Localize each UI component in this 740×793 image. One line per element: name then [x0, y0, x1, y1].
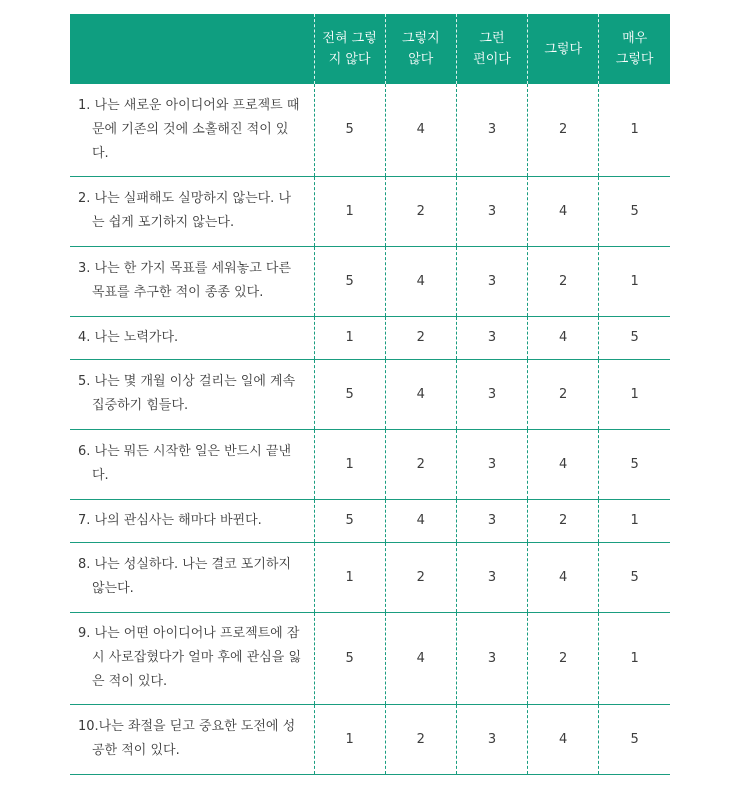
header-option-agree: 그렇다 [528, 14, 599, 84]
score-cell: 2 [385, 316, 456, 359]
question-text: 6. 나는 뭐든 시작한 일은 반드시 끝낸다. [70, 429, 314, 499]
score-cell: 4 [528, 429, 599, 499]
score-cell: 2 [385, 429, 456, 499]
header-option-strongly-agree: 매우 그렇다 [599, 14, 670, 84]
table-row [70, 612, 670, 704]
score-cell: 4 [385, 359, 456, 429]
question-text: 5. 나는 몇 개월 이상 걸리는 일에 계속 집중하기 힘들다. [70, 359, 314, 429]
table-row [70, 84, 670, 176]
score-cell: 4 [528, 176, 599, 246]
table-row [70, 359, 670, 429]
score-cell: 5 [314, 84, 385, 176]
score-cell: 1 [314, 316, 385, 359]
score-cell: 2 [385, 704, 456, 774]
score-cell: 3 [456, 499, 527, 542]
score-cell: 4 [385, 499, 456, 542]
score-cell: 3 [456, 429, 527, 499]
score-cell: 5 [314, 499, 385, 542]
score-cell: 2 [385, 176, 456, 246]
score-cell: 4 [528, 704, 599, 774]
question-text: 1. 나는 새로운 아이디어와 프로젝트 때문에 기존의 것에 소홀해진 적이 있다. [70, 84, 314, 176]
score-cell: 3 [456, 542, 527, 612]
question-text: 7. 나의 관심사는 해마다 바뀐다. [70, 499, 314, 542]
score-cell: 1 [599, 84, 670, 176]
score-cell: 2 [528, 612, 599, 704]
score-cell: 1 [599, 359, 670, 429]
score-cell: 4 [385, 246, 456, 316]
score-cell: 4 [528, 316, 599, 359]
header-row [70, 14, 670, 84]
header-option-neutral: 그런 편이다 [456, 14, 527, 84]
table-row [70, 429, 670, 499]
score-cell: 1 [314, 176, 385, 246]
score-cell: 5 [599, 316, 670, 359]
score-cell: 4 [385, 612, 456, 704]
score-cell: 1 [314, 542, 385, 612]
score-cell: 1 [314, 704, 385, 774]
score-cell: 2 [528, 84, 599, 176]
header-question [70, 14, 314, 84]
score-cell: 3 [456, 84, 527, 176]
score-cell: 4 [385, 84, 456, 176]
score-cell: 2 [385, 542, 456, 612]
score-cell: 2 [528, 499, 599, 542]
table-row [70, 499, 670, 542]
question-text: 4. 나는 노력가다. [70, 316, 314, 359]
table-row [70, 542, 670, 612]
score-cell: 5 [314, 246, 385, 316]
score-cell: 5 [599, 429, 670, 499]
score-cell: 3 [456, 316, 527, 359]
score-cell: 5 [314, 612, 385, 704]
table-row [70, 176, 670, 246]
question-text: 10.나는 좌절을 딛고 중요한 도전에 성공한 적이 있다. [70, 704, 314, 774]
score-cell: 1 [599, 612, 670, 704]
question-text: 2. 나는 실패해도 실망하지 않는다. 나는 쉽게 포기하지 않는다. [70, 176, 314, 246]
header-option-strongly-disagree: 전혀 그렇 지 않다 [314, 14, 385, 84]
score-cell: 2 [528, 359, 599, 429]
score-cell: 3 [456, 612, 527, 704]
question-text: 3. 나는 한 가지 목표를 세워놓고 다른 목표를 추구한 적이 종종 있다. [70, 246, 314, 316]
score-cell: 5 [314, 359, 385, 429]
score-cell: 5 [599, 176, 670, 246]
score-cell: 3 [456, 246, 527, 316]
score-cell: 3 [456, 359, 527, 429]
score-cell: 4 [528, 542, 599, 612]
table-row [70, 704, 670, 774]
score-cell: 5 [599, 542, 670, 612]
grit-scale-table [70, 14, 670, 775]
score-cell: 3 [456, 704, 527, 774]
score-cell: 1 [599, 246, 670, 316]
score-cell: 1 [599, 499, 670, 542]
score-cell: 1 [314, 429, 385, 499]
question-text: 8. 나는 성실하다. 나는 결코 포기하지 않는다. [70, 542, 314, 612]
score-cell: 3 [456, 176, 527, 246]
header-option-disagree: 그렇지 않다 [385, 14, 456, 84]
score-cell: 5 [599, 704, 670, 774]
score-cell: 2 [528, 246, 599, 316]
table-row [70, 316, 670, 359]
table-row [70, 246, 670, 316]
question-text: 9. 나는 어떤 아이디어나 프로젝트에 잠시 사로잡혔다가 얼마 후에 관심을 잃은 적이 있다. [70, 612, 314, 704]
